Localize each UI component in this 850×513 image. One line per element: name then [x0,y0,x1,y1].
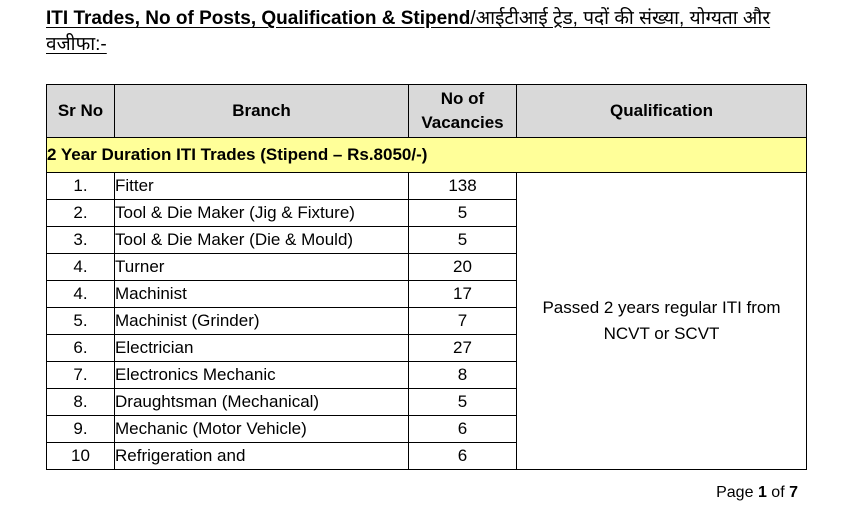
row-vacancies: 27 [409,335,517,362]
row-branch: Electronics Mechanic [115,362,409,389]
row-sr-no: 4. [47,254,115,281]
row-sr-no: 5. [47,308,115,335]
row-vacancies: 8 [409,362,517,389]
page-footer [716,484,798,502]
row-vacancies: 6 [409,443,517,470]
row-vacancies: 138 [409,173,517,200]
row-branch: Machinist [115,281,409,308]
row-sr-no: 3. [47,227,115,254]
row-branch: Electrician [115,335,409,362]
header-qualification: Qualification [517,85,807,138]
row-vacancies: 17 [409,281,517,308]
footer-page-current: 1 [757,484,767,501]
row-sr-no: 9. [47,416,115,443]
row-branch: Tool & Die Maker (Die & Mould) [115,227,409,254]
section-title: 2 Year Duration ITI Trades (Stipend – Rs.8050/-) [47,138,807,173]
row-branch: Draughtsman (Mechanical) [115,389,409,416]
qualification-line1: Passed 2 years regular ITI from [542,298,781,317]
row-sr-no: 1. [47,173,115,200]
row-sr-no: 6. [47,335,115,362]
row-sr-no: 2. [47,200,115,227]
header-vacancies-line2: Vacancies [421,113,504,132]
footer-page-total: 7 [789,484,798,501]
heading-hindi: /आईटीआई ट्रेड, पदों की संख्या, योग्यता और वजीफा:- [46,8,771,55]
row-vacancies: 5 [409,389,517,416]
row-sr-no: 4. [47,281,115,308]
header-vacancies-line1: No of [440,89,485,108]
qualification-cell [517,173,807,470]
row-vacancies: 6 [409,416,517,443]
row-sr-no: 7. [47,362,115,389]
header-sr-no: Sr No [47,85,115,138]
row-sr-no: 8. [47,389,115,416]
vacancy-table [46,84,807,470]
table-row [47,173,807,200]
table-header-row [47,85,807,138]
row-branch: Turner [115,254,409,281]
row-branch: Fitter [115,173,409,200]
page-heading [46,6,816,58]
footer-page-word: Page [716,484,754,501]
row-branch: Tool & Die Maker (Jig & Fixture) [115,200,409,227]
row-vacancies: 7 [409,308,517,335]
header-vacancies [409,85,517,138]
row-branch: Machinist (Grinder) [115,308,409,335]
header-branch: Branch [115,85,409,138]
qualification-line2: NCVT or SCVT [603,324,720,343]
row-branch: Mechanic (Motor Vehicle) [115,416,409,443]
row-branch: Refrigeration and [115,443,409,470]
footer-of-word: of [771,484,785,501]
row-vacancies: 5 [409,200,517,227]
row-sr-no: 10 [47,443,115,470]
heading-english: ITI Trades, No of Posts, Qualification & Stipend [46,8,471,29]
row-vacancies: 20 [409,254,517,281]
row-vacancies: 5 [409,227,517,254]
section-row [47,138,807,173]
